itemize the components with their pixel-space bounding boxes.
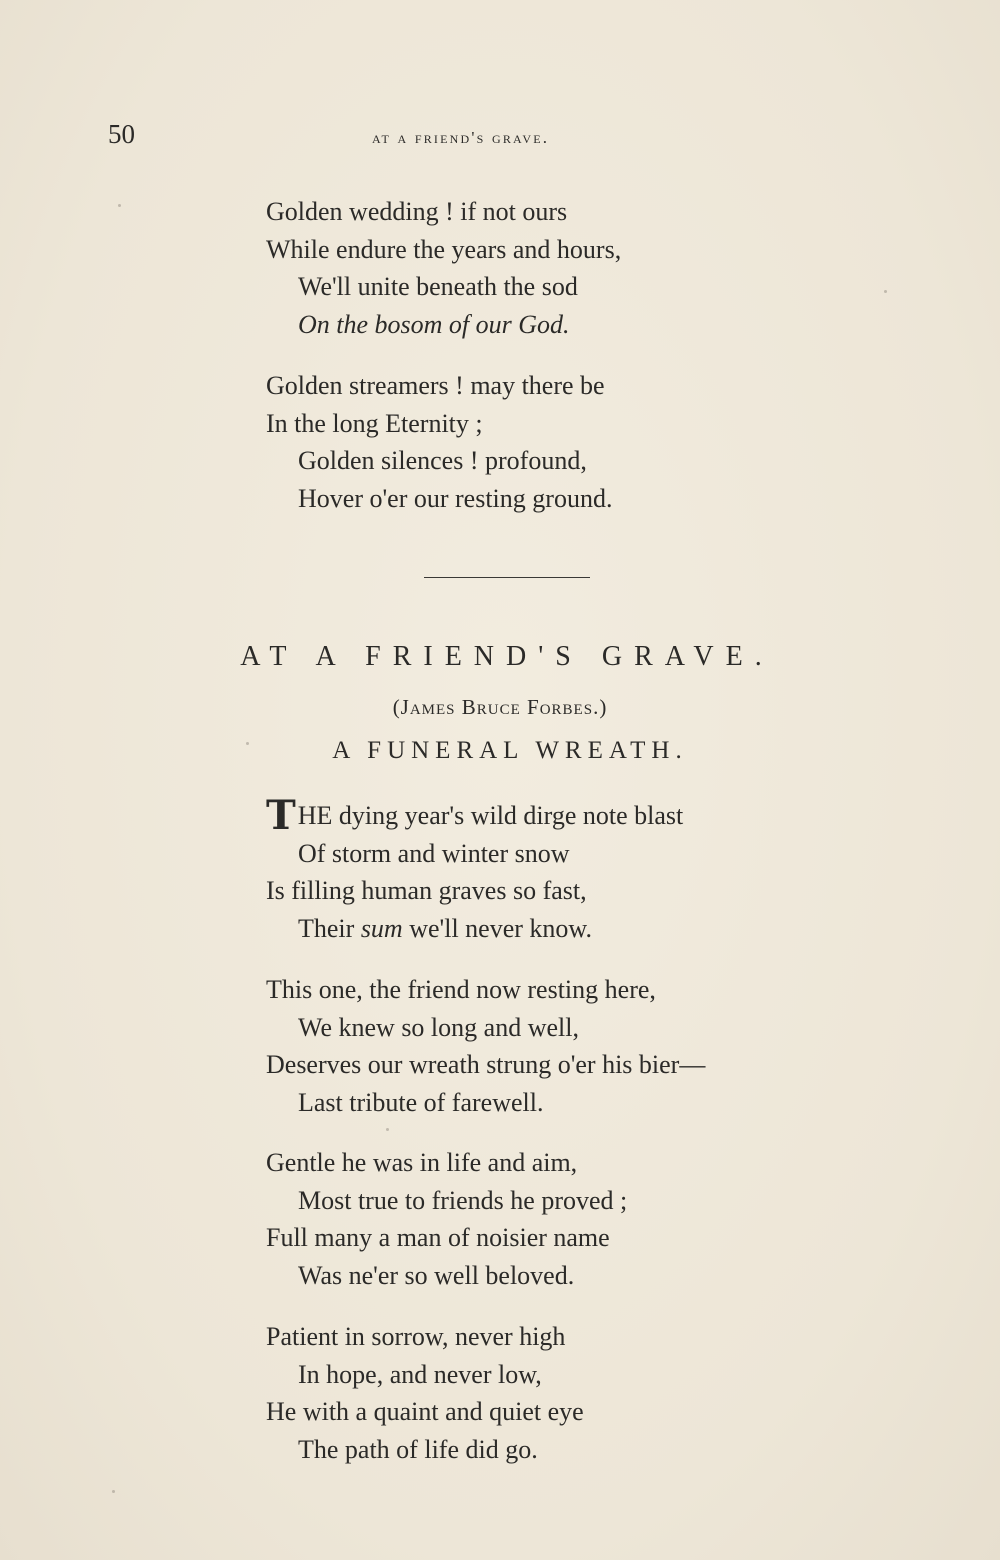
poem-line: While endure the years and hours, xyxy=(266,234,622,264)
paper-speck xyxy=(118,204,121,207)
poem-line: Golden streamers ! may there be xyxy=(266,371,605,400)
poem-author: (James Bruce Forbes.) xyxy=(392,695,608,719)
poem-line: We'll unite beneath the sod xyxy=(298,272,578,301)
poem-line: On the bosom of our God. xyxy=(298,309,570,339)
poem-line: Patient in sorrow, never high xyxy=(266,1322,566,1351)
poem-line: Was ne'er so well beloved. xyxy=(298,1260,575,1290)
paper-speck xyxy=(386,1128,389,1131)
poem-line: Deserves our wreath strung o'er his bier— xyxy=(266,1050,706,1079)
poem-line: This one, the friend now resting here, xyxy=(266,975,656,1004)
section-divider xyxy=(424,577,590,578)
poem-line: In the long Eternity ; xyxy=(266,408,483,438)
poem-line: Golden silences ! profound, xyxy=(298,446,587,475)
drop-cap: T xyxy=(266,792,296,839)
poem-subtitle: A FUNERAL WREATH. xyxy=(332,737,688,764)
stanza-4 xyxy=(266,1318,866,1468)
paper-speck xyxy=(884,290,887,293)
page-header xyxy=(0,118,1000,158)
emphasis-word: sum xyxy=(360,913,403,943)
page-number: 50 xyxy=(108,119,135,149)
first-line-text: HE dying year's wild dirge note blast xyxy=(297,801,684,830)
poem-line: The path of life did go. xyxy=(298,1434,538,1464)
poem-line: Most true to friends he proved ; xyxy=(298,1185,628,1215)
poem-line: In hope, and never low, xyxy=(298,1359,542,1389)
poem-line: Of storm and winter snow xyxy=(298,838,570,868)
poem-line: He with a quaint and quiet eye xyxy=(266,1397,584,1426)
poem-line: Gentle he was in life and aim, xyxy=(266,1148,578,1177)
poem-line: Last tribute of farewell. xyxy=(298,1087,544,1117)
stanza-top-2 xyxy=(266,367,866,517)
poem-first-line xyxy=(266,792,866,839)
poem-line: Is filling human graves so fast, xyxy=(266,876,587,905)
poem-line: Hover o'er our resting ground. xyxy=(298,483,613,513)
poem-line: Full many a man of noisier name xyxy=(266,1223,610,1252)
stanza-3 xyxy=(266,1144,866,1294)
paper-speck xyxy=(246,742,249,745)
poem-line: We knew so long and well, xyxy=(298,1012,579,1042)
poem-line: Golden wedding ! if not ours xyxy=(266,197,568,226)
paper-speck xyxy=(112,1490,115,1493)
stanza-top-1 xyxy=(266,193,866,343)
poem-line: Their sum we'll never know. xyxy=(298,913,592,943)
running-head: at a friend's grave. xyxy=(372,128,550,147)
stanza-2 xyxy=(266,971,866,1121)
stanza-1 xyxy=(266,792,866,947)
poem-title: AT A FRIEND'S GRAVE. xyxy=(240,641,774,672)
